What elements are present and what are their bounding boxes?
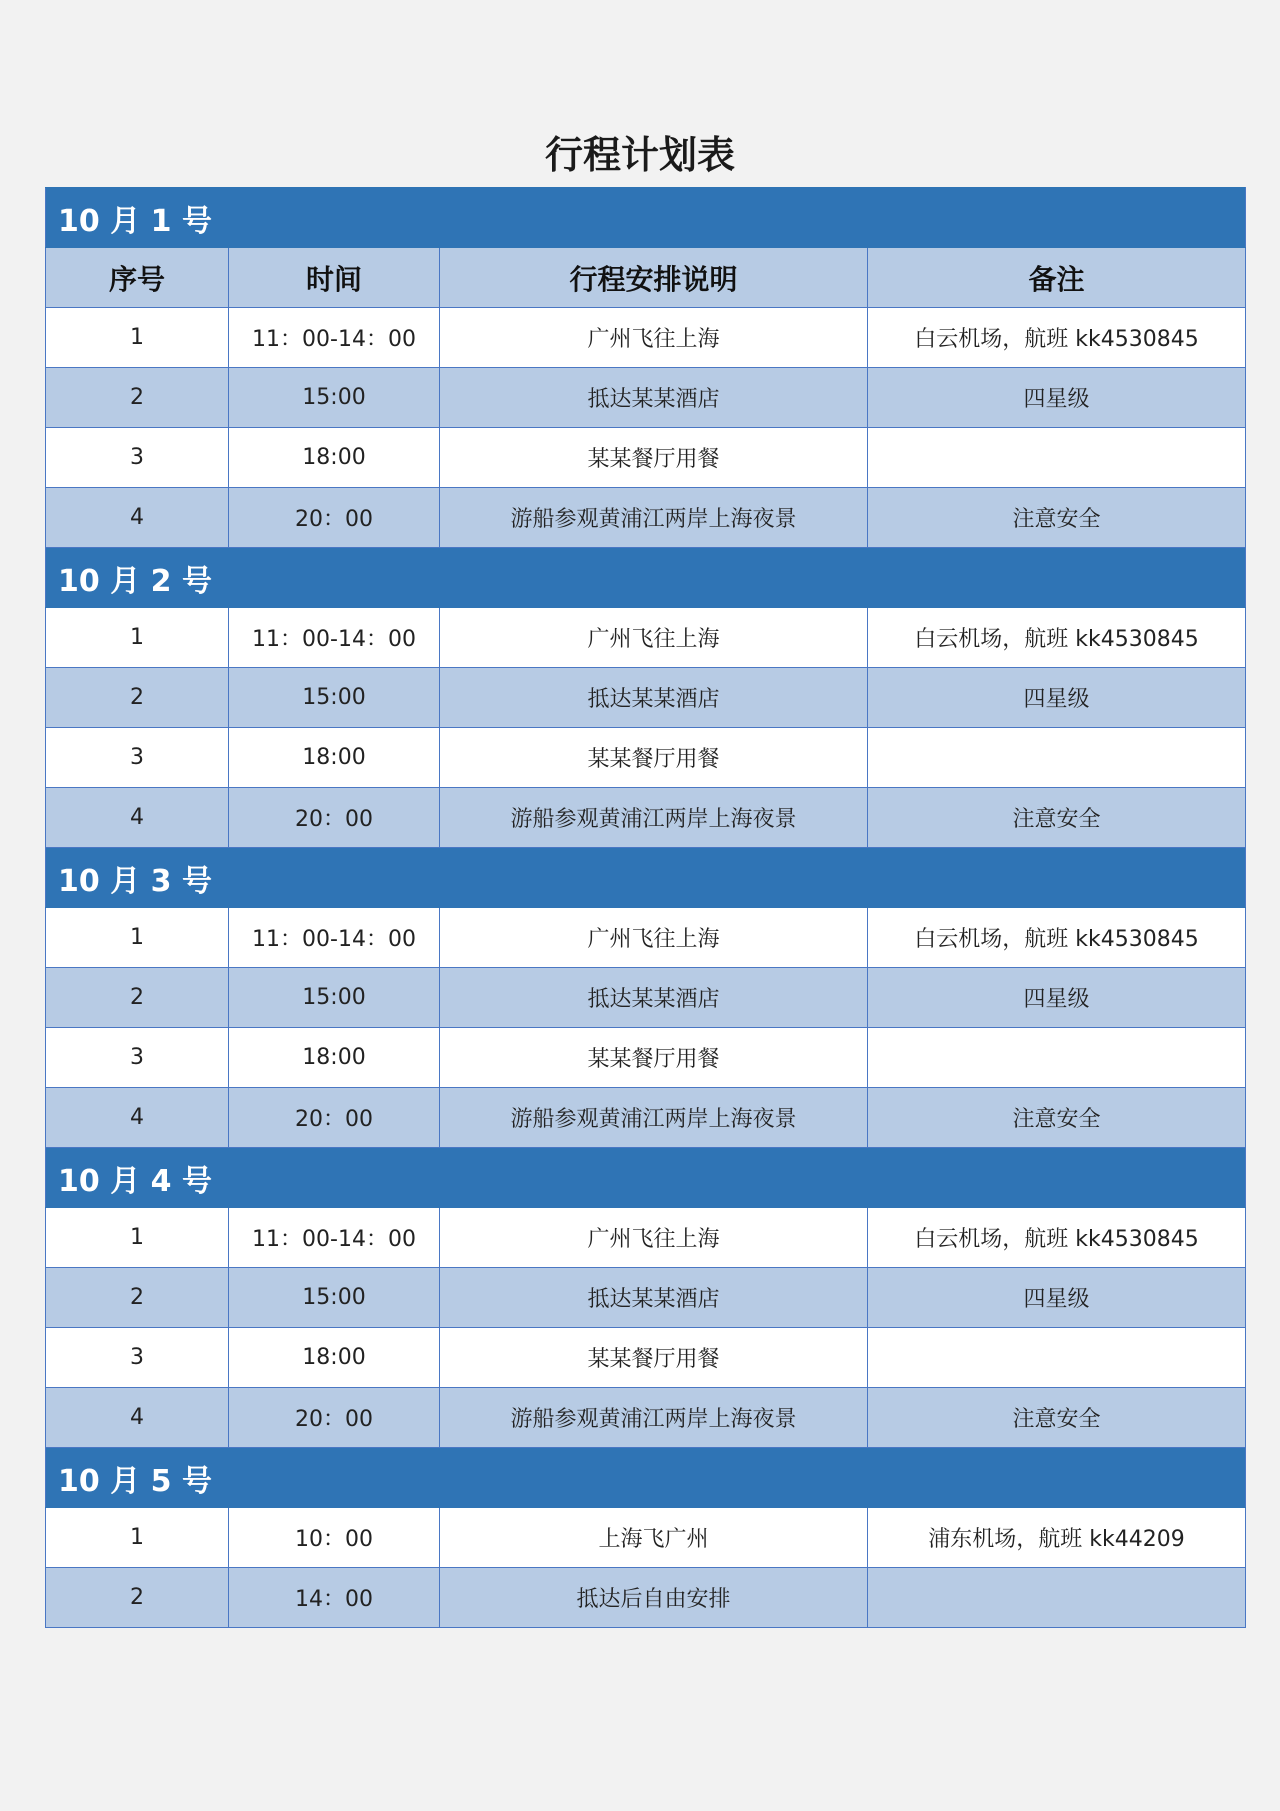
cell-no: 3 xyxy=(46,1328,229,1388)
table-row xyxy=(46,908,1246,968)
cell-time: 20：00 xyxy=(229,1088,440,1148)
column-header-plan: 行程安排说明 xyxy=(440,248,868,308)
day-header-row xyxy=(46,548,1246,608)
cell-time: 18:00 xyxy=(229,428,440,488)
cell-plan: 广州飞往上海 xyxy=(440,1208,868,1268)
cell-note: 白云机场，航班 kk4530845 xyxy=(868,608,1246,668)
table-row xyxy=(46,1508,1246,1568)
day-header-row xyxy=(46,1148,1246,1208)
cell-time: 20：00 xyxy=(229,1388,440,1448)
cell-note: 白云机场，航班 kk4530845 xyxy=(868,1208,1246,1268)
cell-note xyxy=(868,428,1246,488)
cell-plan: 某某餐厅用餐 xyxy=(440,728,868,788)
table-row xyxy=(46,488,1246,548)
cell-no: 1 xyxy=(46,308,229,368)
cell-plan: 游船参观黄浦江两岸上海夜景 xyxy=(440,488,868,548)
cell-note: 注意安全 xyxy=(868,788,1246,848)
day-header-row xyxy=(46,188,1246,248)
cell-plan: 抵达某某酒店 xyxy=(440,1268,868,1328)
cell-time: 14：00 xyxy=(229,1568,440,1628)
cell-plan: 游船参观黄浦江两岸上海夜景 xyxy=(440,1388,868,1448)
cell-time: 11：00-14：00 xyxy=(229,308,440,368)
table-row xyxy=(46,1568,1246,1628)
table-row xyxy=(46,1208,1246,1268)
cell-plan: 某某餐厅用餐 xyxy=(440,1028,868,1088)
table-row xyxy=(46,1388,1246,1448)
cell-note: 注意安全 xyxy=(868,1388,1246,1448)
cell-plan: 游船参观黄浦江两岸上海夜景 xyxy=(440,788,868,848)
cell-no: 4 xyxy=(46,1088,229,1148)
day-header-row xyxy=(46,848,1246,908)
table-row xyxy=(46,1088,1246,1148)
cell-time: 11：00-14：00 xyxy=(229,908,440,968)
cell-time: 15:00 xyxy=(229,368,440,428)
cell-time: 15:00 xyxy=(229,1268,440,1328)
table-row xyxy=(46,608,1246,668)
cell-time: 20：00 xyxy=(229,788,440,848)
itinerary-body xyxy=(46,188,1246,1628)
cell-no: 4 xyxy=(46,788,229,848)
cell-note: 四星级 xyxy=(868,668,1246,728)
cell-no: 1 xyxy=(46,908,229,968)
cell-time: 18:00 xyxy=(229,1028,440,1088)
table-row xyxy=(46,1028,1246,1088)
table-row xyxy=(46,308,1246,368)
cell-note: 四星级 xyxy=(868,968,1246,1028)
cell-note xyxy=(868,1028,1246,1088)
cell-plan: 某某餐厅用餐 xyxy=(440,1328,868,1388)
cell-no: 1 xyxy=(46,1208,229,1268)
cell-note: 白云机场，航班 kk4530845 xyxy=(868,308,1246,368)
column-header-note: 备注 xyxy=(868,248,1246,308)
cell-plan: 抵达某某酒店 xyxy=(440,368,868,428)
cell-no: 2 xyxy=(46,368,229,428)
cell-no: 3 xyxy=(46,1028,229,1088)
cell-note: 白云机场，航班 kk4530845 xyxy=(868,908,1246,968)
cell-note: 四星级 xyxy=(868,1268,1246,1328)
day-label: 10 月 3 号 xyxy=(46,848,1246,908)
cell-time: 18:00 xyxy=(229,728,440,788)
cell-time: 20：00 xyxy=(229,488,440,548)
column-header-time: 时间 xyxy=(229,248,440,308)
cell-no: 4 xyxy=(46,488,229,548)
column-header-row xyxy=(46,248,1246,308)
cell-no: 4 xyxy=(46,1388,229,1448)
itinerary-table xyxy=(45,187,1246,1628)
cell-no: 1 xyxy=(46,1508,229,1568)
cell-note: 注意安全 xyxy=(868,488,1246,548)
cell-note xyxy=(868,1568,1246,1628)
cell-note: 浦东机场，航班 kk44209 xyxy=(868,1508,1246,1568)
cell-plan: 广州飞往上海 xyxy=(440,908,868,968)
cell-plan: 抵达某某酒店 xyxy=(440,668,868,728)
cell-plan: 广州飞往上海 xyxy=(440,608,868,668)
cell-no: 2 xyxy=(46,1568,229,1628)
cell-time: 18:00 xyxy=(229,1328,440,1388)
day-label: 10 月 5 号 xyxy=(46,1448,1246,1508)
cell-plan: 抵达某某酒店 xyxy=(440,968,868,1028)
cell-no: 3 xyxy=(46,428,229,488)
cell-plan: 抵达后自由安排 xyxy=(440,1568,868,1628)
cell-plan: 某某餐厅用餐 xyxy=(440,428,868,488)
column-header-no: 序号 xyxy=(46,248,229,308)
table-row xyxy=(46,1328,1246,1388)
cell-note: 四星级 xyxy=(868,368,1246,428)
cell-no: 3 xyxy=(46,728,229,788)
cell-plan: 上海飞广州 xyxy=(440,1508,868,1568)
cell-no: 1 xyxy=(46,608,229,668)
cell-plan: 广州飞往上海 xyxy=(440,308,868,368)
table-row xyxy=(46,1268,1246,1328)
cell-time: 15:00 xyxy=(229,668,440,728)
table-row xyxy=(46,788,1246,848)
day-label: 10 月 4 号 xyxy=(46,1148,1246,1208)
cell-no: 2 xyxy=(46,1268,229,1328)
cell-time: 15:00 xyxy=(229,968,440,1028)
cell-no: 2 xyxy=(46,668,229,728)
cell-note xyxy=(868,1328,1246,1388)
cell-note xyxy=(868,728,1246,788)
table-row xyxy=(46,728,1246,788)
table-row xyxy=(46,668,1246,728)
day-label: 10 月 1 号 xyxy=(46,188,1246,248)
table-row xyxy=(46,368,1246,428)
day-label: 10 月 2 号 xyxy=(46,548,1246,608)
table-row xyxy=(46,428,1246,488)
day-header-row xyxy=(46,1448,1246,1508)
cell-time: 11：00-14：00 xyxy=(229,1208,440,1268)
table-row xyxy=(46,968,1246,1028)
cell-no: 2 xyxy=(46,968,229,1028)
cell-note: 注意安全 xyxy=(868,1088,1246,1148)
cell-time: 10：00 xyxy=(229,1508,440,1568)
cell-time: 11：00-14：00 xyxy=(229,608,440,668)
page-title: 行程计划表 xyxy=(544,133,735,177)
cell-plan: 游船参观黄浦江两岸上海夜景 xyxy=(440,1088,868,1148)
